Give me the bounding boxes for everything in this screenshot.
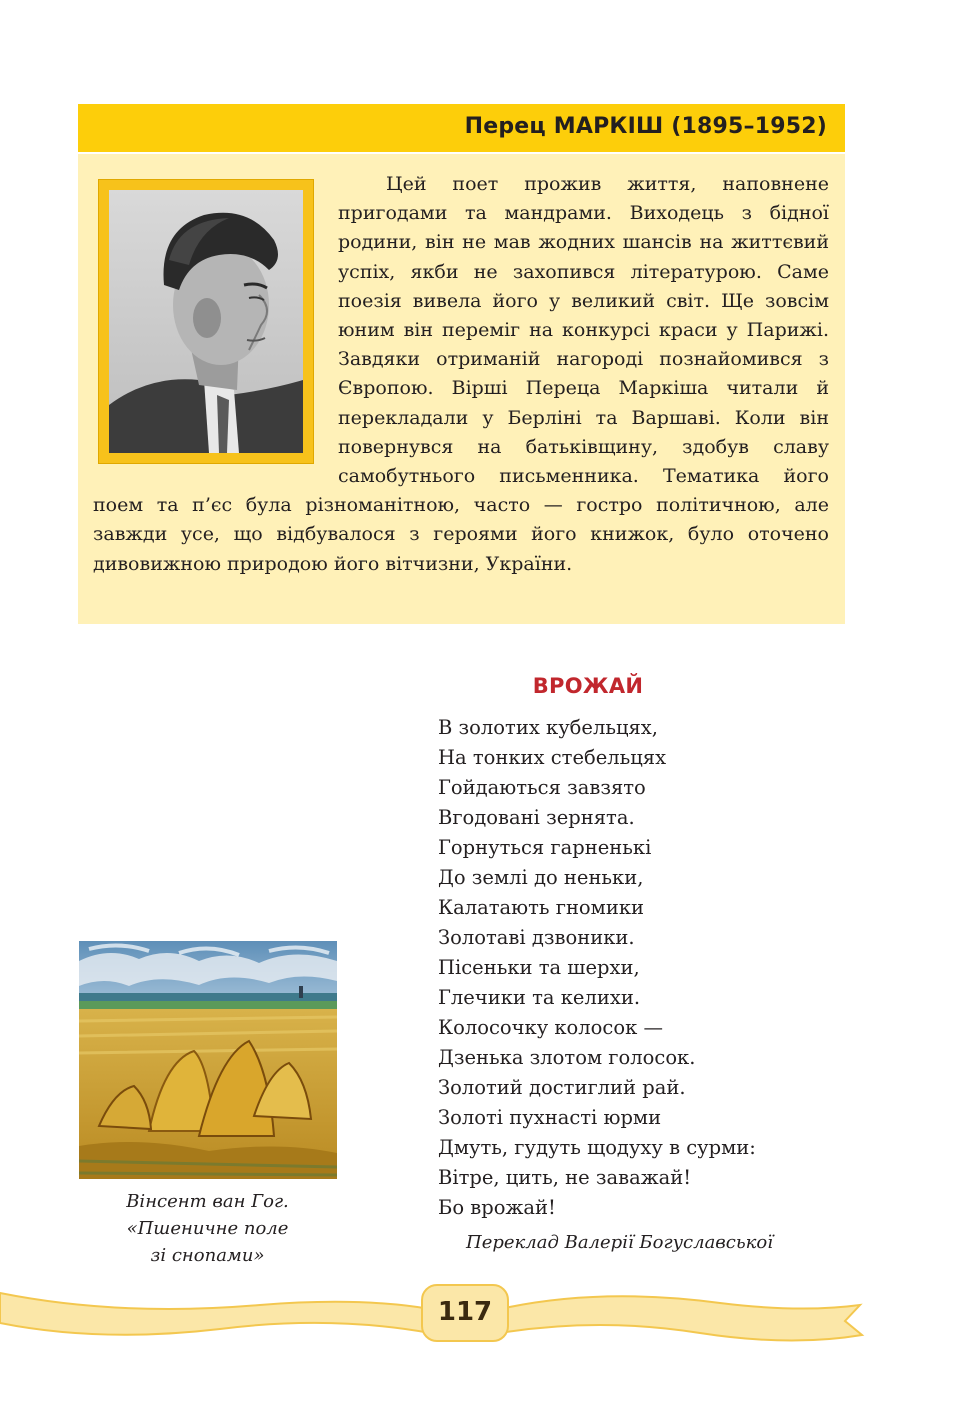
header-bar xyxy=(78,104,845,152)
poem-line: Колосочку колосок — xyxy=(438,1016,663,1039)
biography-box xyxy=(78,154,845,624)
poem-line: Горнуться гарненькі xyxy=(438,836,652,859)
biography-text: Цей поет прожив життя, наповнене пригодами та мандрами. Виходець з бідної родини, він не мав жодних шансів на життєвий успіх, якби не захопився літературою. Саме поезія вивела його у великий світ. Ще зовсім юним він переміг на конкурсі краси у Парижі. Завдяки отриманій нагороді познайомився з Європою. Вірші Переца Маркіша читали й перекладали у Берліні та Варшаві. Коли він повернувся на батьківщину, здобув славу самобутнього письменника. Тематика його поем та п’єс була різноманітною, часто — гостро політичною, але завжди усе, що відбувалося з героями його книжок, було оточено дивовижною природою його вітчизни, України. xyxy=(93,173,829,575)
page-number: 117 xyxy=(437,1297,493,1327)
author-title: Перец МАРКІШ (1895–1952) xyxy=(464,114,827,139)
poem-line: Гойдаються завзято xyxy=(438,776,646,799)
poem-line: В золотих кубельцях, xyxy=(438,716,658,739)
translator-credit: Переклад Валерії Богуславської xyxy=(466,1232,774,1253)
poem-line: Глечики та келихи. xyxy=(438,986,641,1009)
poem-line: Золоті пухнасті юрми xyxy=(438,1106,662,1129)
poem-line: Дзенька злотом голосок. xyxy=(438,1046,696,1069)
poem-line: До землі до неньки, xyxy=(438,866,644,889)
poem-line: Дмуть, гудуть щодуху в сурми: xyxy=(438,1136,756,1159)
poem-line: Золотий достиглий рай. xyxy=(438,1076,686,1099)
poem-line: Вітре, цить, не заважай! xyxy=(438,1166,692,1189)
poem-line: На тонких стебельцях xyxy=(438,746,667,769)
caption-line: «Пшеничне поле xyxy=(126,1218,289,1239)
poem-lines xyxy=(438,713,756,1223)
poem-line: Золотаві дзвоники. xyxy=(438,926,635,949)
poem-line: Калатають гномики xyxy=(438,896,645,919)
poem-title: ВРОЖАЙ xyxy=(532,674,644,698)
painting-image xyxy=(79,941,337,1179)
caption-line: зі снопами» xyxy=(150,1245,265,1266)
poem-line: Бо врожай! xyxy=(438,1196,556,1219)
poem-line: Пісеньки та шерхи, xyxy=(438,956,640,979)
caption-line: Вінсент ван Гог. xyxy=(126,1191,289,1212)
poem-line: Вгодовані зернята. xyxy=(438,806,635,829)
painting-caption xyxy=(95,1188,320,1269)
page-number-badge xyxy=(421,1284,509,1342)
